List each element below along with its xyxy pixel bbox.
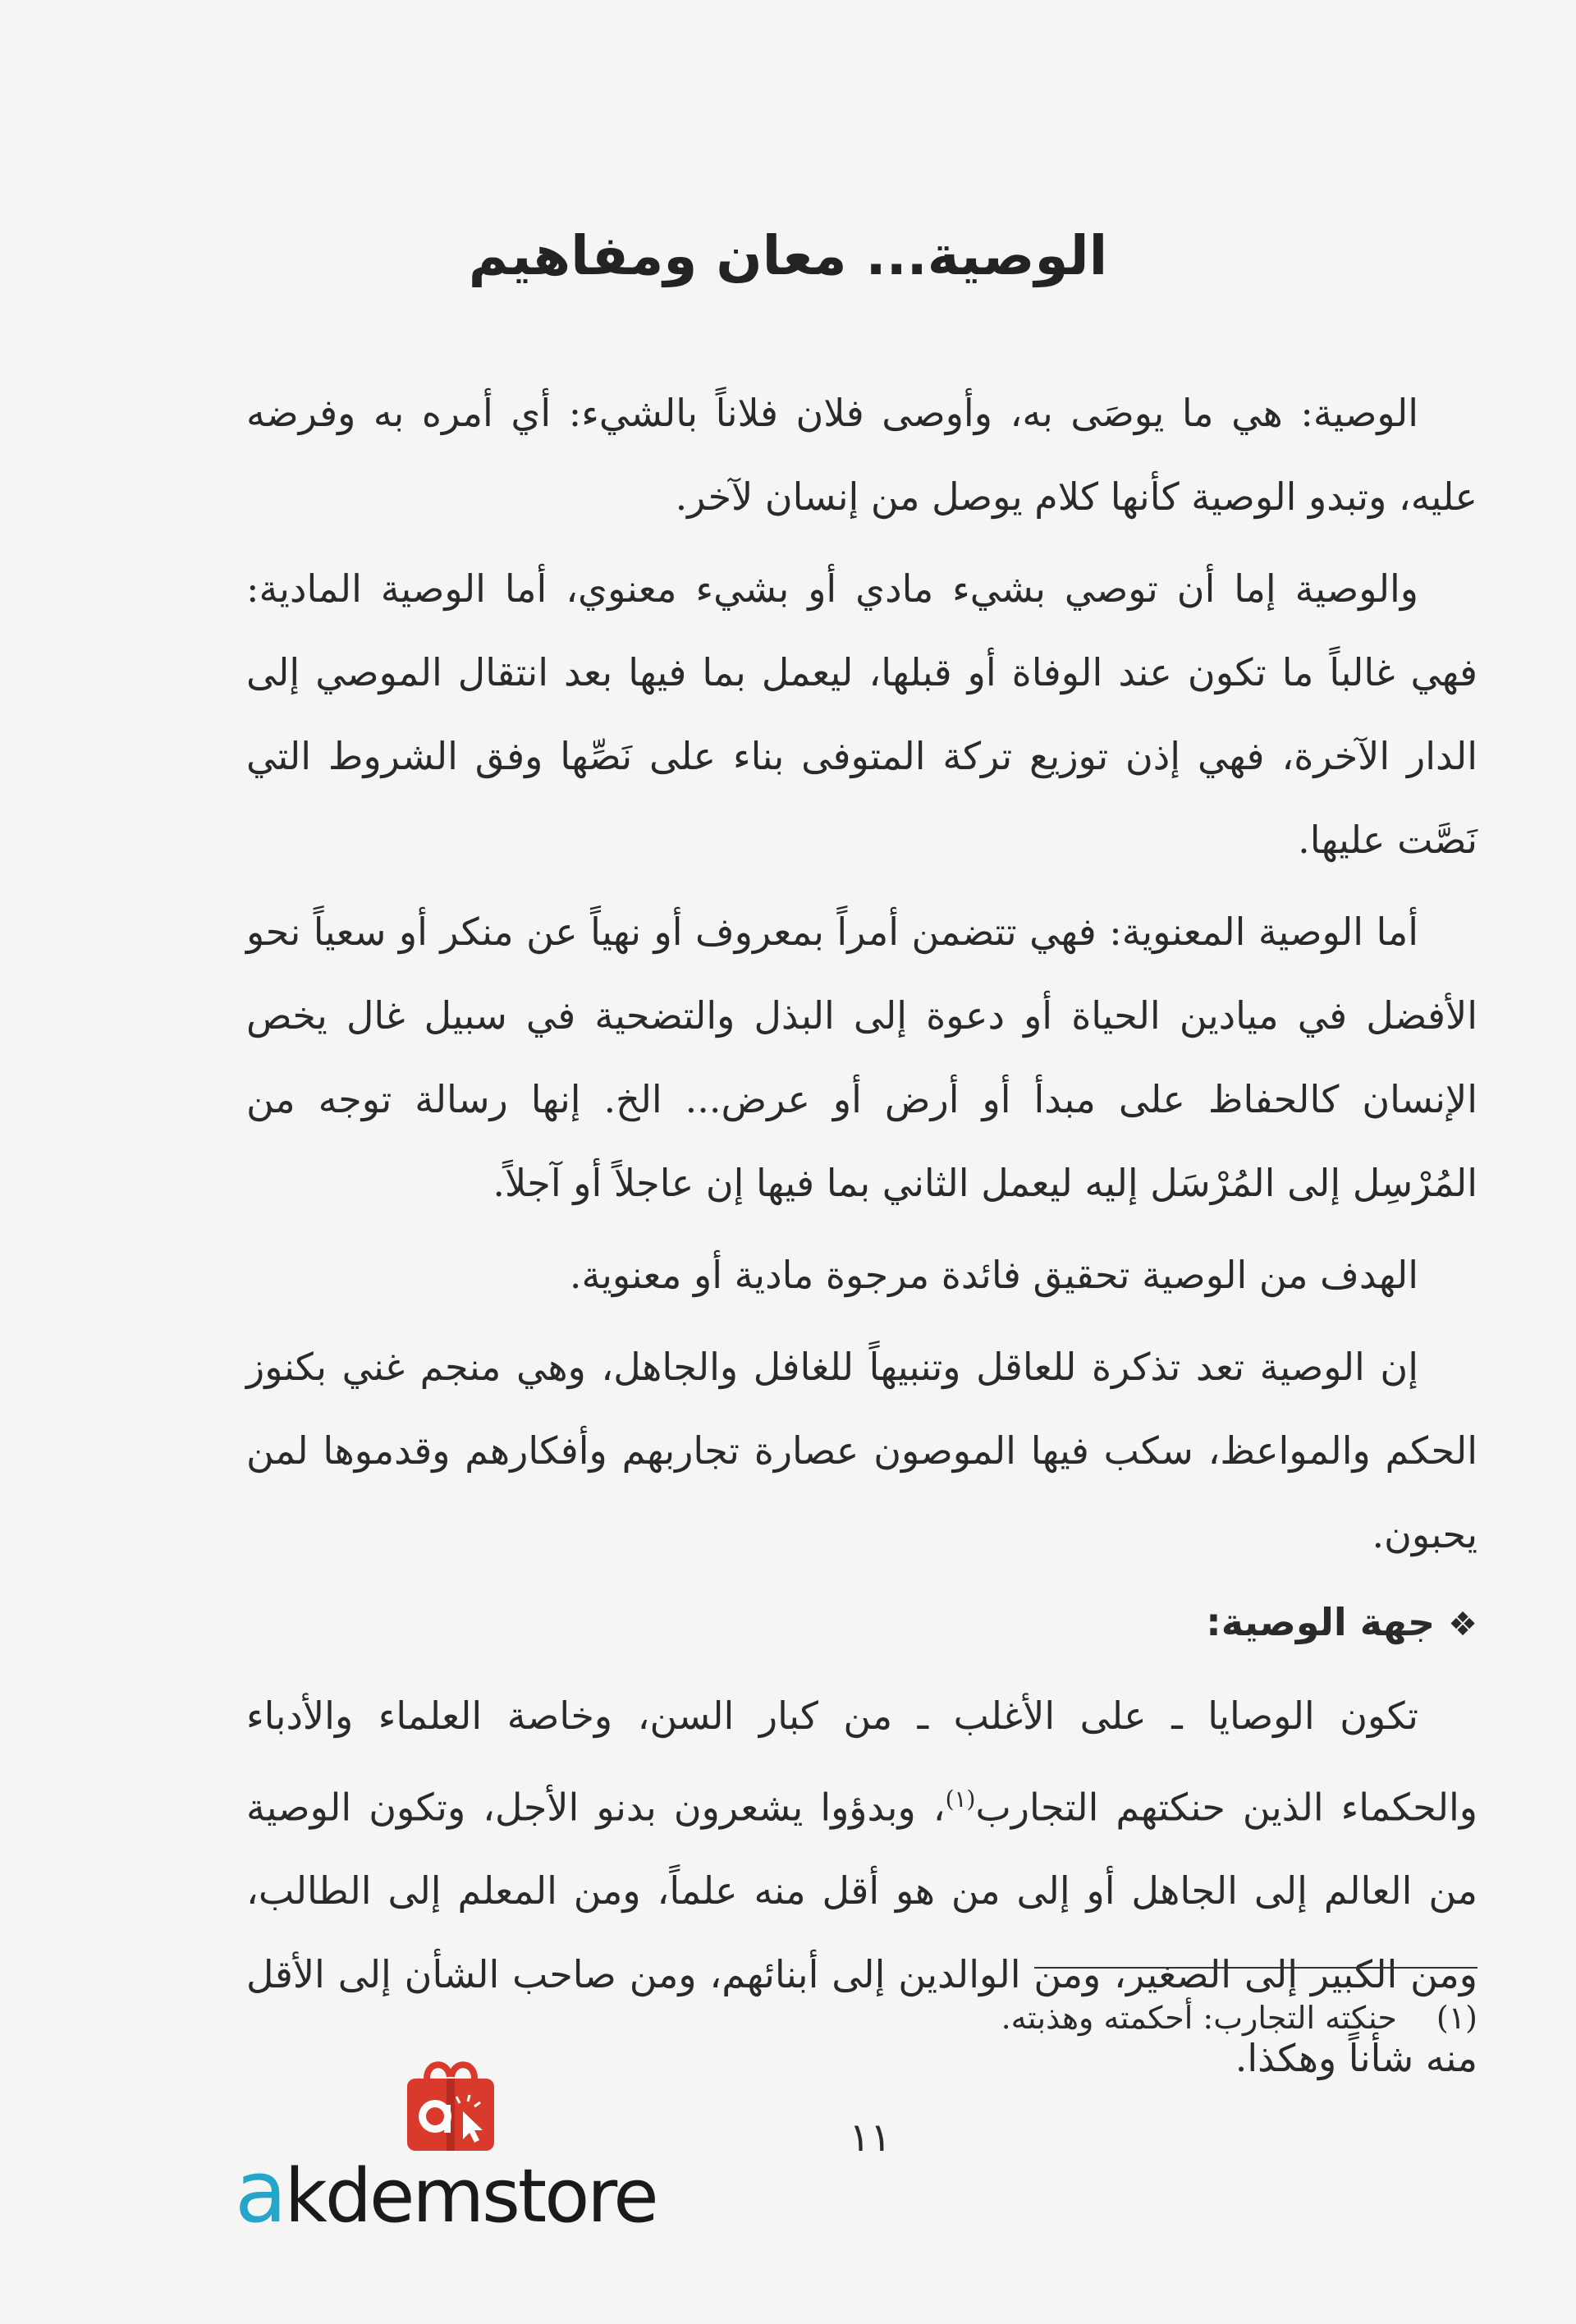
paragraph-goal: الهدف من الوصية تحقيق فائدة مرجوة مادية أو معنوية. xyxy=(569,1253,1418,1297)
watermark-letter-a: a xyxy=(235,2142,285,2242)
store-watermark xyxy=(235,2142,657,2242)
paragraph-material-will: والوصية إما أن توصي بشيء مادي أو بشيء معنوي، أما الوصية المادية: فهي غالباً ما تكون عند الوفاة أو قبلها، ليعمل بما فيها بعد انتقال الموصي إلى الدار الآخرة، فهي إذن توزيع تركة المتوفى بناء على نَصِّها وفق الشروط التي نَصَّت عليها. xyxy=(246,566,1478,862)
paragraph-source-part-2: ، وبدؤوا يشعرون بدنو الأجل، وتكون الوصية من العالم إلى الجاهل أو إلى من هو أقل منه علماً، ومن المعلم إلى الطالب، ومن الكبير إلى الصغير، ومن الوالدين إلى أبنائهم، ومن صاحب الشأن إلى الأقل منه شأناً وهكذا. xyxy=(246,1785,1478,2081)
chapter-title: الوصية... معان ومفاهيم xyxy=(468,224,1108,287)
watermark-brand-text: kdemstore xyxy=(284,2153,657,2239)
footnote-text: حنكته التجارب: أحكمته وهذبته. xyxy=(1001,2000,1397,2036)
footnote-divider xyxy=(1034,1967,1478,1969)
paragraph-moral-will: أما الوصية المعنوية: فهي تتضمن أمراً بمعروف أو نهياً عن منكر أو سعياً نحو الأفضل في ميادين الحياة أو دعوة إلى البذل والتضحية في سبيل غال يخص الإنسان كالحفاظ على مبدأ أو أرض أو عرض... الخ. إنها رسالة توجه من المُرْسِل إلى المُرْسَل إليه ليعمل الثاني بما فيها إن عاجلاً أو آجلاً. xyxy=(246,910,1478,1205)
paragraph-importance: إن الوصية تعد تذكرة للعاقل وتنبيهاً للغافل والجاهل، وهي منجم غني بكنوز الحكم والمواعظ، سكب فيها الموصون عصارة تجاربهم وأفكارهم وقدموها لمن يحبون. xyxy=(246,1345,1478,1556)
section-heading xyxy=(246,1584,1478,1662)
page-number: ١١ xyxy=(849,2115,891,2161)
store-logo-icon xyxy=(402,2054,499,2154)
body-text xyxy=(246,371,1478,2108)
footnote-number: (١) xyxy=(1436,2000,1478,2036)
diamond-bullet-icon: ❖ xyxy=(1448,1606,1478,1643)
footnote-reference[interactable]: (١) xyxy=(945,1785,976,1813)
section-heading-text: جهة الوصية: xyxy=(1206,1600,1436,1644)
paragraph-definition: الوصية: هي ما يوصَى به، وأوصى فلان فلاناً بالشيء: أي أمره به وفرضه عليه، وتبدو الوصية كأنها كلام يوصل من إنسان لآخر. xyxy=(246,391,1478,519)
footnote xyxy=(903,1995,1478,2041)
paragraph-source-part-1: تكون الوصايا ـ على الأغلب ـ من كبار السن، وخاصة العلماء والأدباء والحكماء الذين حنكتهم التجارب xyxy=(246,1694,1478,1830)
